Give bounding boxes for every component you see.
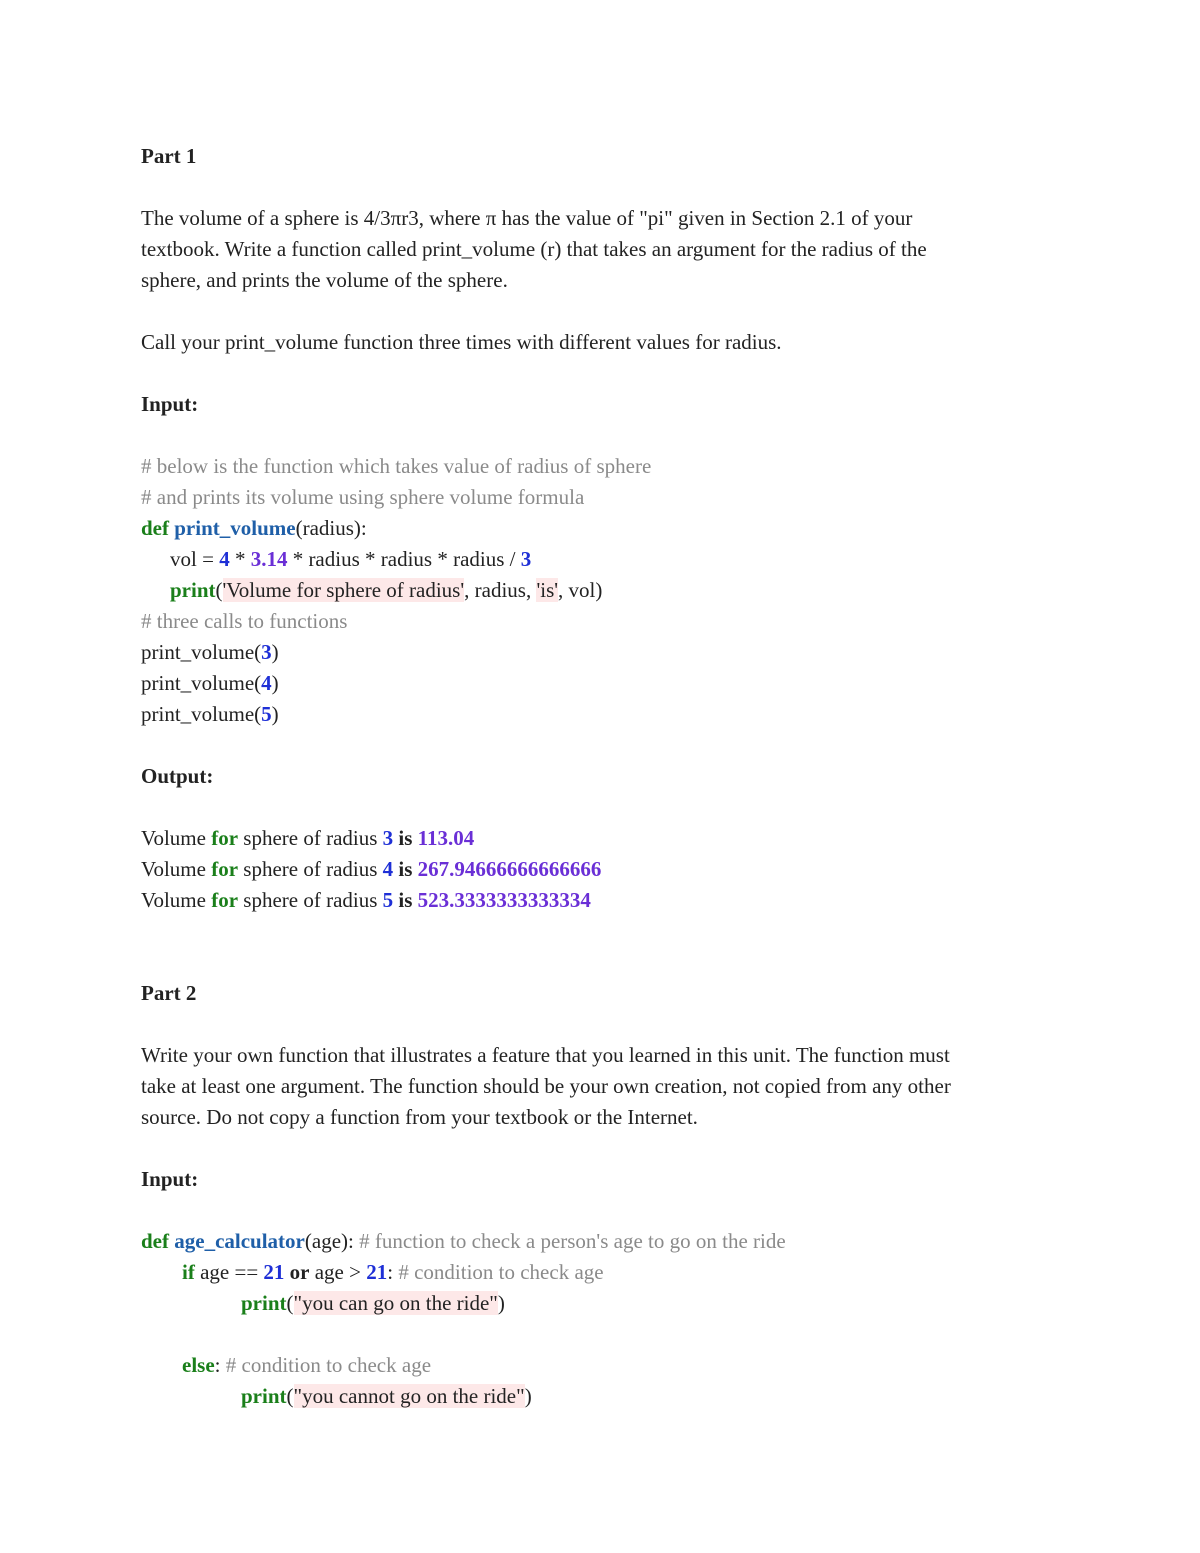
code-comment: # condition to check age <box>225 1353 432 1377</box>
code-comment: # and prints its volume using sphere volume formula <box>141 485 585 509</box>
code-line-else <box>182 1350 431 1381</box>
output-keyword: for <box>211 888 239 912</box>
keyword-print: print <box>241 1384 287 1408</box>
keyword-def: def <box>141 516 169 540</box>
number-literal: 3 <box>520 547 532 571</box>
code-comment: # function to check a person's age to go on the ride <box>359 1229 786 1253</box>
output-volume: 523.3333333333334 <box>417 888 591 912</box>
part1-title: Part 1 <box>141 144 197 168</box>
output-line <box>141 885 591 916</box>
part2-paragraph-line: take at least one argument. The function should be your own creation, not copied from any other <box>141 1074 951 1098</box>
number-literal: 4 <box>261 671 272 695</box>
part2-input-label: Input: <box>141 1167 199 1191</box>
output-is: is <box>398 857 413 881</box>
function-params: (radius): <box>295 516 367 540</box>
output-line <box>141 854 601 885</box>
output-radius: 5 <box>382 888 394 912</box>
code-text: , radius, <box>464 578 537 602</box>
float-literal: 3.14 <box>250 547 288 571</box>
output-line <box>141 823 474 854</box>
number-literal: 21 <box>366 1260 388 1284</box>
code-text: * <box>229 547 251 571</box>
output-text: sphere of radius <box>238 888 383 912</box>
output-text: Volume <box>141 826 212 850</box>
code-line-print: print("you can go on the ride") <box>241 1291 505 1315</box>
output-is: is <box>398 826 413 850</box>
output-text: Volume <box>141 888 212 912</box>
part2-title: Part 2 <box>141 981 197 1005</box>
string-literal: 'Volume for sphere of radius' <box>222 578 465 602</box>
keyword-if: if <box>182 1260 195 1284</box>
code-text: : <box>214 1353 226 1377</box>
code-text: vol = <box>170 547 220 571</box>
number-literal: 3 <box>261 640 272 664</box>
function-name: age_calculator <box>174 1229 305 1253</box>
code-text: ( <box>215 578 223 602</box>
code-text: * radius * radius * radius / <box>287 547 521 571</box>
keyword-print: print <box>241 1291 287 1315</box>
call-name: print_volume <box>141 640 255 664</box>
code-line-def <box>141 513 367 544</box>
string-literal: 'is' <box>536 578 559 602</box>
output-radius: 3 <box>382 826 394 850</box>
code-comment: # three calls to functions <box>141 609 348 633</box>
part2-paragraph-line: source. Do not copy a function from your textbook or the Internet. <box>141 1105 698 1129</box>
code-line-call: print_volume(3) <box>141 640 279 664</box>
code-text: age > <box>309 1260 367 1284</box>
output-volume: 113.04 <box>417 826 475 850</box>
part1-output-label: Output: <box>141 764 214 788</box>
output-keyword: for <box>211 857 239 881</box>
output-volume: 267.94666666666666 <box>417 857 602 881</box>
code-text: : <box>387 1260 399 1284</box>
function-name: print_volume <box>174 516 296 540</box>
part1-instruction: Call your print_volume function three times with different values for radius. <box>141 330 782 354</box>
output-is: is <box>398 888 413 912</box>
call-name: print_volume <box>141 702 255 726</box>
code-comment: # condition to check age <box>398 1260 604 1284</box>
code-text: , vol) <box>558 578 603 602</box>
string-literal: "you can go on the ride" <box>293 1291 498 1315</box>
code-line-call: print_volume(5) <box>141 702 279 726</box>
part2-paragraph-line: Write your own function that illustrates a feature that you learned in this unit. The function must <box>141 1043 950 1067</box>
code-line-print: print("you cannot go on the ride") <box>241 1384 532 1408</box>
output-text: Volume <box>141 857 212 881</box>
function-params: (age): <box>304 1229 360 1253</box>
output-keyword: for <box>211 826 239 850</box>
code-line-vol <box>170 544 531 575</box>
keyword-print: print <box>170 578 216 602</box>
code-line-call: print_volume(4) <box>141 671 279 695</box>
part1-input-label: Input: <box>141 392 199 416</box>
code-text: age == <box>194 1260 264 1284</box>
output-radius: 4 <box>382 857 394 881</box>
number-literal: 21 <box>263 1260 285 1284</box>
code-line-print <box>170 575 602 606</box>
call-name: print_volume <box>141 671 255 695</box>
number-literal: 4 <box>219 547 230 571</box>
output-text: sphere of radius <box>238 857 383 881</box>
number-literal: 5 <box>261 702 272 726</box>
part1-paragraph-line: sphere, and prints the volume of the sphere. <box>141 268 508 292</box>
keyword-def: def <box>141 1229 169 1253</box>
keyword-or: or <box>289 1260 310 1284</box>
part1-paragraph-line: textbook. Write a function called print_volume (r) that takes an argument for the radius of the <box>141 237 927 261</box>
code-line-def <box>141 1226 786 1257</box>
keyword-else: else <box>182 1353 215 1377</box>
string-literal: "you cannot go on the ride" <box>293 1384 525 1408</box>
code-line-if <box>182 1257 604 1288</box>
part1-paragraph-line: The volume of a sphere is 4/3πr3, where π has the value of "pi" given in Section 2.1 of your <box>141 206 913 230</box>
code-comment: # below is the function which takes value of radius of sphere <box>141 454 652 478</box>
output-text: sphere of radius <box>238 826 383 850</box>
